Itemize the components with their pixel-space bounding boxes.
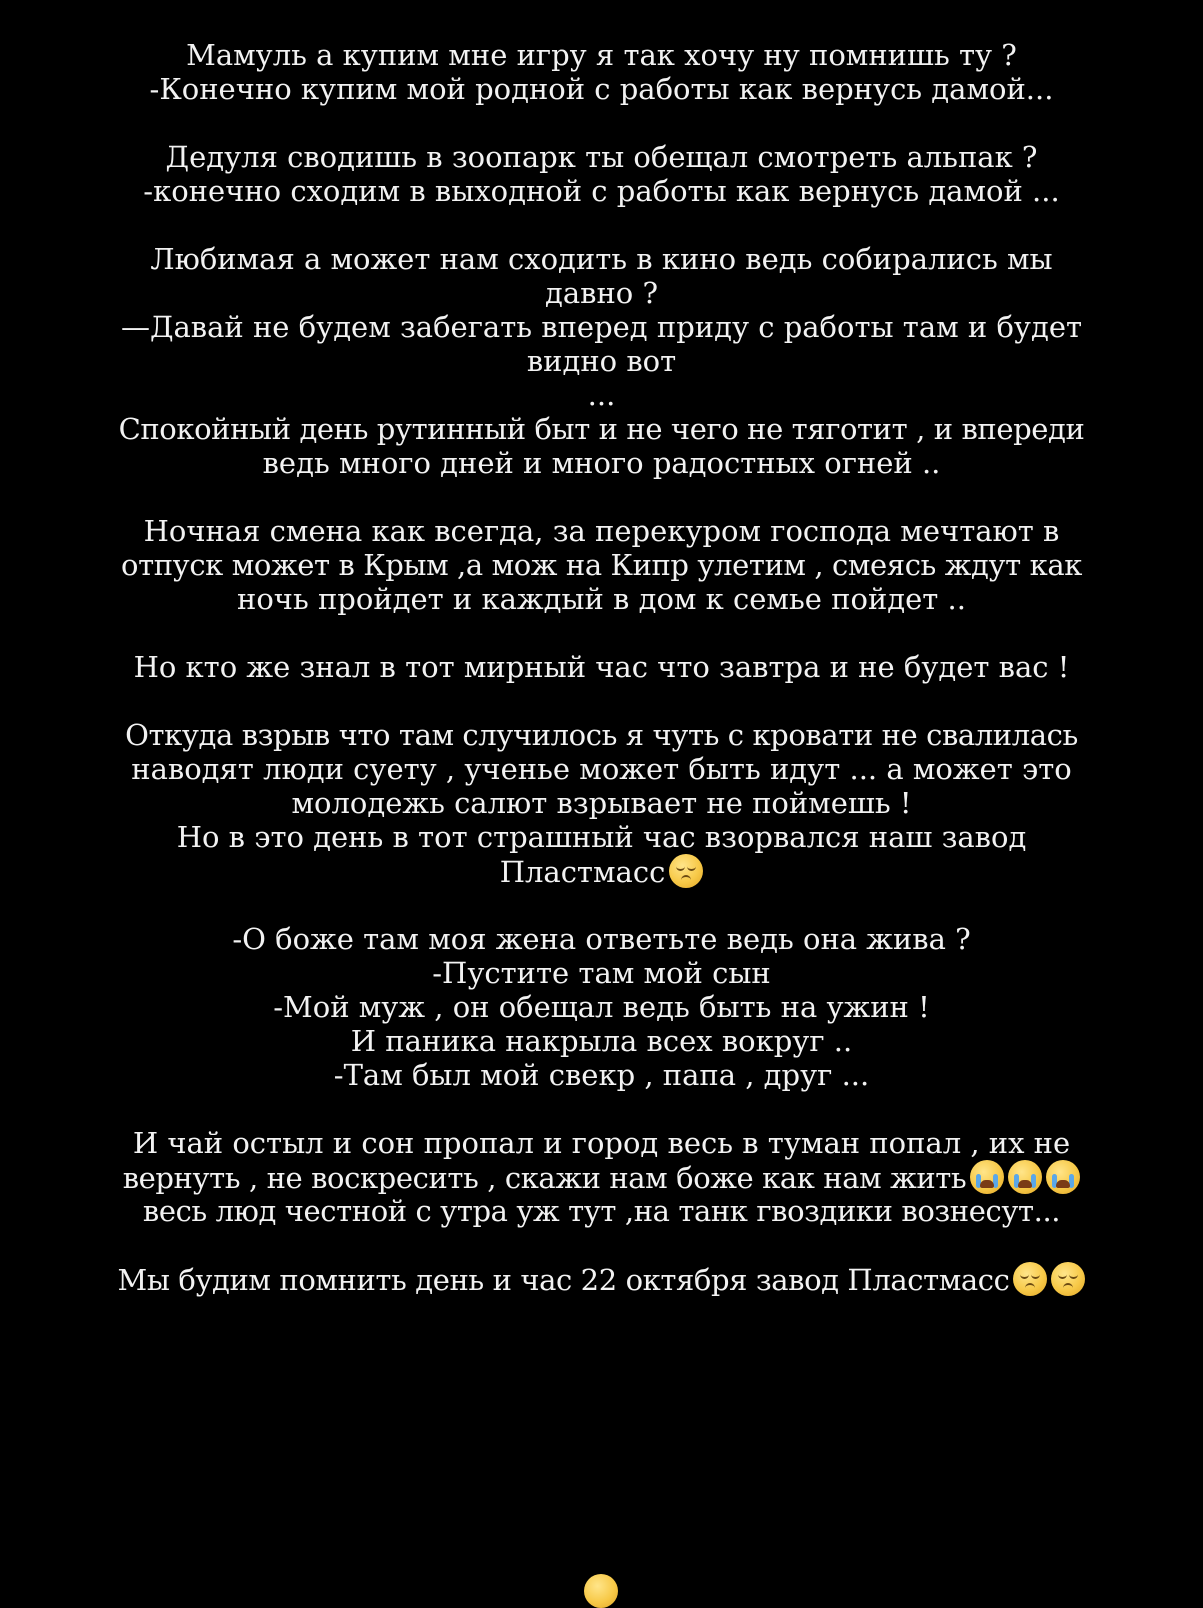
stanza-4 <box>0 514 1203 616</box>
poem-line: весь люд честной с утра уж тут ,на танк гвоздики вознесут... <box>142 1194 1061 1228</box>
stanza-8 <box>0 1126 1203 1228</box>
poem-line-with-emoji <box>0 854 1203 888</box>
pensive-face-icon <box>1013 1262 1047 1296</box>
poem-line: давно ? <box>544 276 659 310</box>
poem-line: Дедуля сводишь в зоопарк ты обещал смотреть альпак ? <box>165 140 1038 174</box>
pensive-face-icon <box>584 1574 618 1608</box>
stanza-5 <box>0 650 1203 684</box>
poem-line: наводят люди суету , ученье может быть идут ... а может это <box>131 752 1072 786</box>
poem-line: И чай остыл и сон пропал и город весь в туман попал , их не <box>132 1126 1071 1160</box>
poem-line: Мамуль а купим мне игру я так хочу ну помнишь ту ? <box>186 38 1017 72</box>
poem-line-text: вернуть , не воскресить , скажи нам боже как нам жить <box>122 1161 967 1195</box>
poem-line: -Конечно купим мой родной с работы как вернусь дамой... <box>149 72 1054 106</box>
poem-line: ведь много дней и много радостных огней .. <box>262 446 941 480</box>
pensive-face-icon <box>669 854 703 888</box>
poem-line-with-emoji <box>0 1160 1203 1194</box>
poem-line: Спокойный день рутинный быт и не чего не тяготит , и впереди <box>118 412 1085 446</box>
poem-line: -Пустите там мой сын <box>432 956 771 990</box>
poem-line: И паника накрыла всех вокруг .. <box>350 1024 853 1058</box>
poem-line: видно вот <box>526 344 677 378</box>
loudly-crying-face-icon <box>1008 1160 1042 1194</box>
stanza-2 <box>0 140 1203 208</box>
poem-line: ночь пройдет и каждый в дом к семье пойдет .. <box>237 582 966 616</box>
stanza-1 <box>0 38 1203 106</box>
poem-line: -О боже там моя жена ответьте ведь она жива ? <box>232 922 971 956</box>
poem-line: Но кто же знал в тот мирный час что завтра и не будет вас ! <box>133 650 1070 684</box>
poem-line-text: Мы будим помнить день и час 22 октября завод Пластмасс <box>117 1263 1010 1297</box>
poem-line: -конечно сходим в выходной с работы как вернусь дамой ... <box>143 174 1060 208</box>
poem-line: отпуск может в Крым ,а мож на Кипр улетим , смеясь ждут как <box>121 548 1082 582</box>
poem-line: -Там был мой свекр , папа , друг ... <box>333 1058 870 1092</box>
poem-line-with-emoji <box>0 1262 1203 1296</box>
stanza-3 <box>0 242 1203 480</box>
stanza-6 <box>0 718 1203 888</box>
poem-line: Но в это день в тот страшный час взорвался наш завод <box>176 820 1027 854</box>
poem-line: -Мой муж , он обещал ведь быть на ужин ! <box>273 990 930 1024</box>
poem-line: Ночная смена как всегда, за перекуром господа мечтают в <box>143 514 1060 548</box>
loudly-crying-face-icon <box>970 1160 1004 1194</box>
poem-line: —Давай не будем забегать вперед приду с работы там и будет <box>120 310 1083 344</box>
poem-line: молодежь салют взрывает не поймешь ! <box>291 786 912 820</box>
poem-line: Любимая а может нам сходить в кино ведь собирались мы <box>150 242 1053 276</box>
pensive-face-icon <box>1051 1262 1085 1296</box>
loudly-crying-face-icon <box>1046 1160 1080 1194</box>
poem-line: ... <box>587 378 616 412</box>
poem-line: Откуда взрыв что там случилось я чуть с кровати не свалилась <box>125 718 1078 752</box>
poem-text <box>0 38 1203 1330</box>
stanza-7 <box>0 922 1203 1092</box>
poem-line-text: Пластмасс <box>499 855 666 889</box>
stanza-9 <box>0 1262 1203 1296</box>
